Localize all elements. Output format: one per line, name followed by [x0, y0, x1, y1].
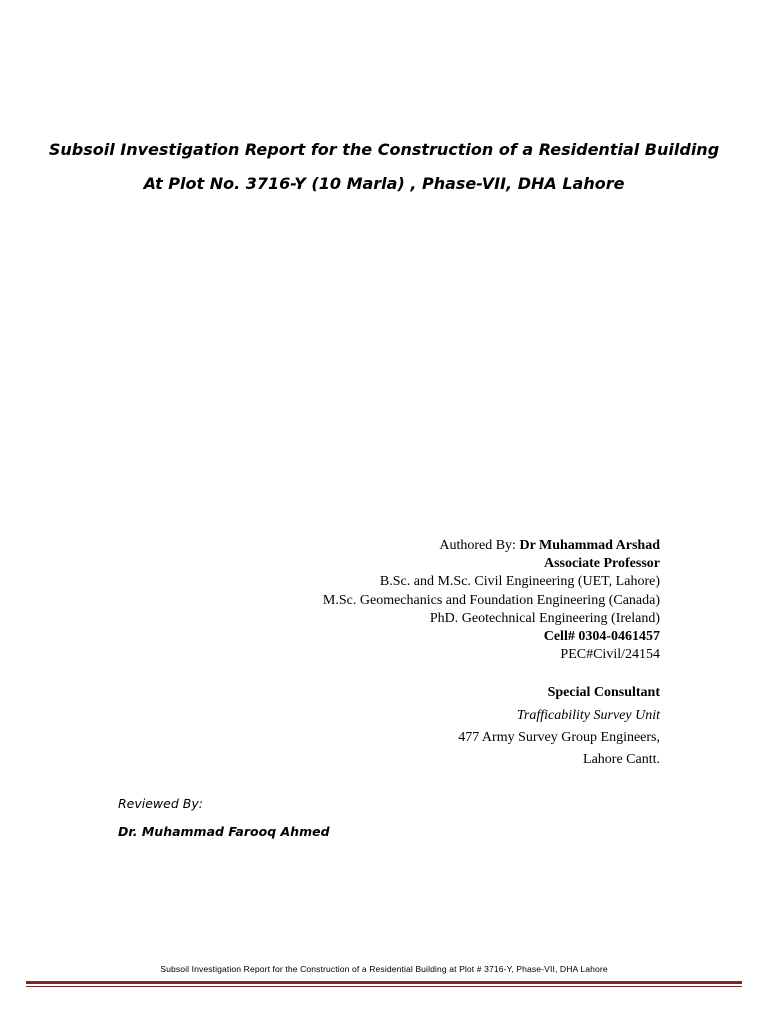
author-qualification-1: B.Sc. and M.Sc. Civil Engineering (UET, Lahore) — [379, 574, 660, 590]
author-qualification-3: PhD. Geotechnical Engineering (Ireland) — [429, 610, 660, 626]
author-position: Associate Professor — [544, 556, 660, 572]
consultant-address-1: 477 Army Survey Group Engineers, — [458, 729, 660, 745]
page-footer-text: Subsoil Investigation Report for the Construction of a Residential Building at Plot # 3716-Y, Phase-VII, DHA Lahore — [160, 964, 608, 974]
author-cell: Cell# 0304-0461457 — [543, 629, 660, 645]
consultant-unit: Trafficability Survey Unit — [516, 707, 660, 723]
report-title-line-1: Subsoil Investigation Report for the Construction of a Residential Building — [48, 140, 720, 159]
author-name: Dr Muhammad Arshad — [519, 538, 660, 553]
authored-by-line — [323, 537, 660, 555]
footer-rule-thin — [26, 986, 742, 987]
reviewer-name: Dr. Muhammad Farooq Ahmed — [118, 824, 330, 839]
reviewed-by-label: Reviewed By: — [118, 796, 203, 811]
footer-rule-thick — [26, 981, 742, 984]
report-title-line-2: At Plot No. 3716-Y (10 Marla) , Phase-VII, DHA Lahore — [143, 174, 625, 193]
consultant-address-2: Lahore Cantt. — [583, 752, 660, 768]
spacer — [323, 664, 660, 680]
author-pec: PEC#Civil/24154 — [560, 647, 660, 663]
author-qualification-2: M.Sc. Geomechanics and Foundation Engineering (Canada) — [322, 592, 660, 608]
author-block — [323, 537, 660, 769]
consultant-title: Special Consultant — [547, 685, 660, 701]
authored-by-label: Authored By: — [439, 538, 520, 553]
